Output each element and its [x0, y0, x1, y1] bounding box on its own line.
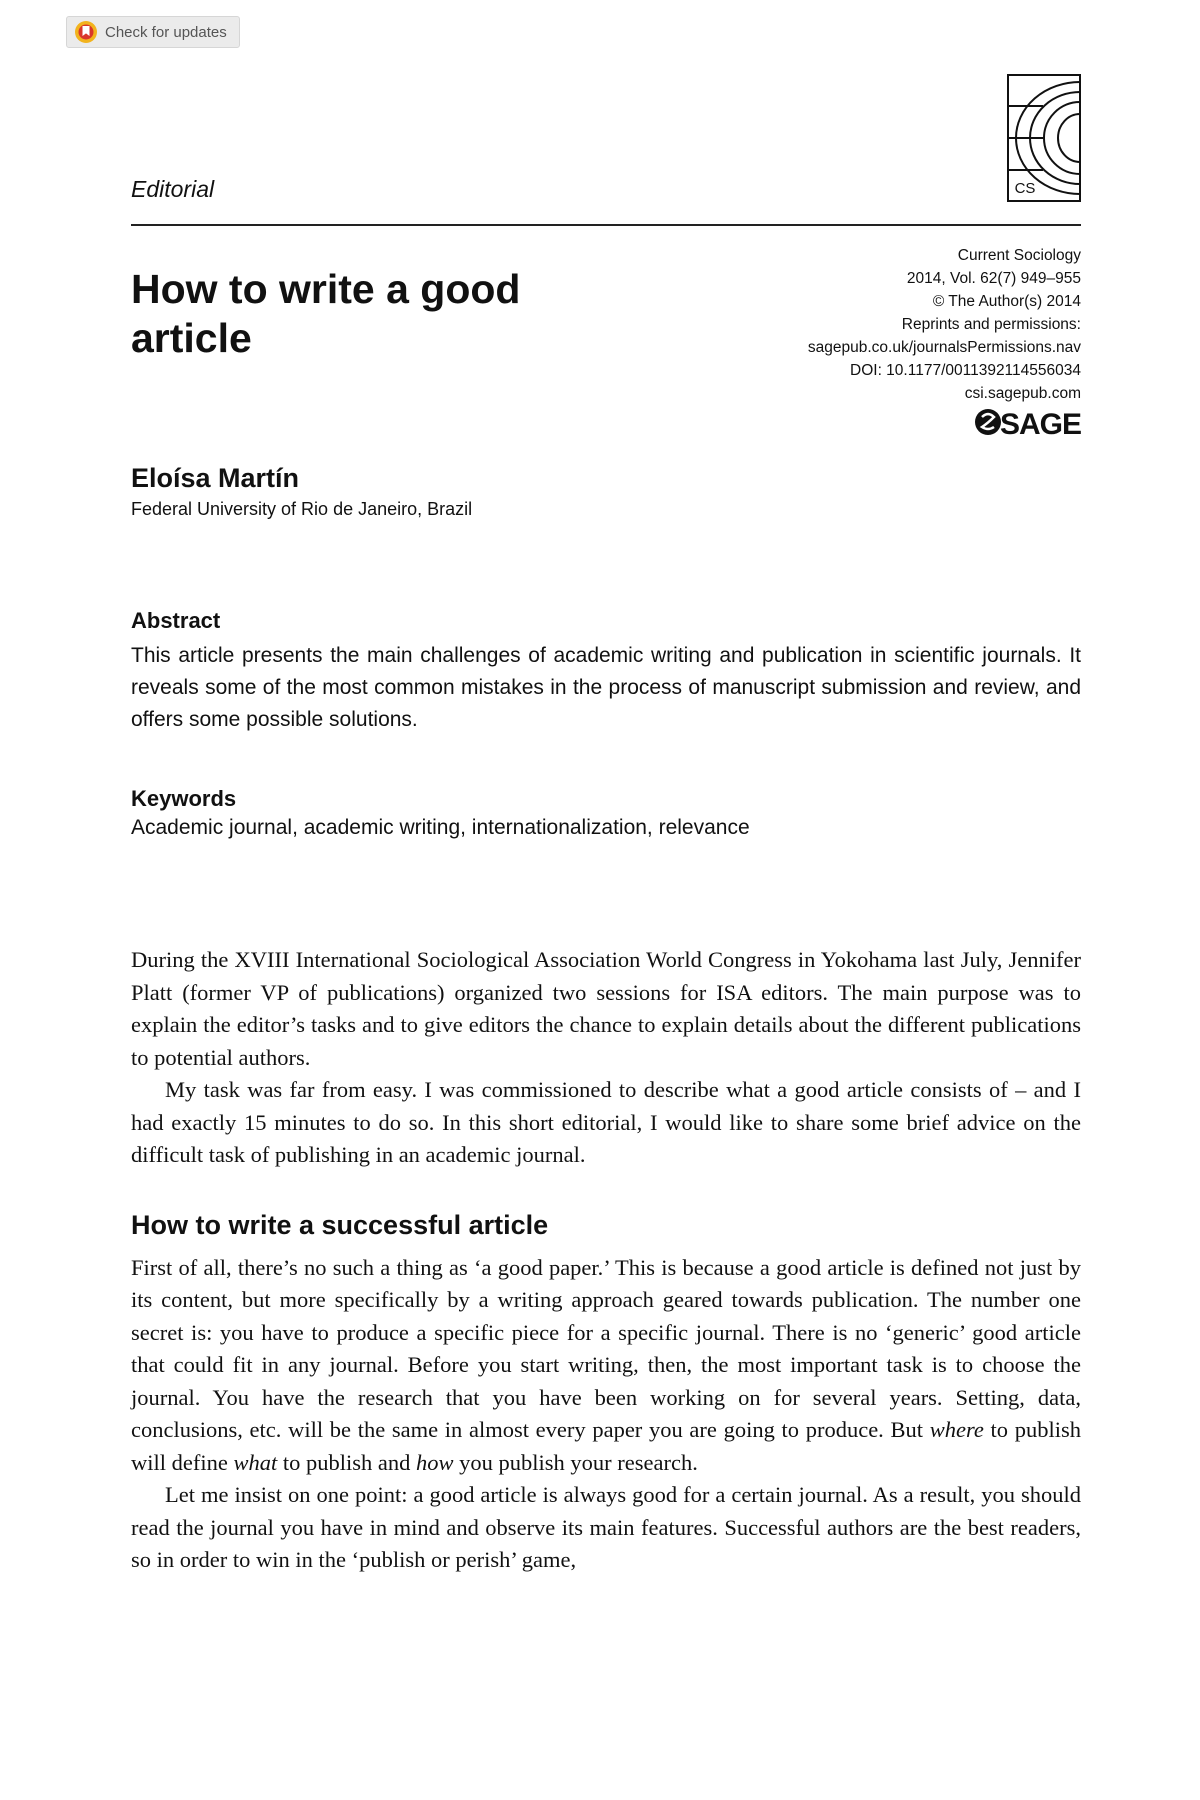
body-text: to publish and [277, 1449, 416, 1475]
body-paragraph [131, 1252, 1081, 1480]
copyright-notice: © The Author(s) 2014 [932, 293, 1081, 310]
body-paragraph: During the XVIII International Sociological Association World Congress in Yokohama last July, Jennifer Platt (former VP of publications) organized two sessions for ISA editors. The main purpose was to explain the editor’s tasks and to give editors the chance to explain details about the different publications to potential authors. [131, 947, 1081, 1070]
body-text: First of all, there’s no such a thing as ‘a good paper.’ This is because a good article is defined not just by its content, but more specifically by a writing approach geared towards publication. The number one secret is: you have to produce a specific piece for a specific journal. There is no ‘generic’ good article that could fit in any journal. Before you start writing, then, the most important task is to choose the journal. You have the research that you have been working on for several years. Setting, data, conclusions, etc. will be the same in almost every paper you are going to produce. But [131, 1254, 1081, 1442]
keywords-text: Academic journal, academic writing, internationalization, relevance [131, 816, 750, 839]
check-for-updates-label: Check for updates [105, 23, 227, 41]
article-body [131, 944, 1081, 1577]
author-affiliation: Federal University of Rio de Janeiro, Brazil [131, 499, 473, 519]
current-sociology-logo [1007, 74, 1081, 202]
author-name: Eloísa Martín [131, 463, 300, 493]
journal-logo-text: CS [1014, 180, 1036, 197]
abstract-heading: Abstract [131, 608, 221, 633]
reprints-label: Reprints and permissions: [901, 316, 1081, 333]
keywords-heading: Keywords [131, 786, 237, 811]
check-for-updates-icon [73, 19, 99, 45]
article-title: How to write a good article [131, 266, 521, 361]
journal-name: Current Sociology [957, 247, 1081, 264]
emphasis-text: what [233, 1449, 278, 1475]
journal-meta [808, 244, 1081, 405]
section-label: Editorial [131, 176, 215, 202]
journal-site-link[interactable]: csi.sagepub.com [964, 385, 1081, 402]
sage-logo [974, 405, 1081, 439]
emphasis-text: how [416, 1449, 454, 1475]
abstract-text: This article presents the main challenges of academic writing and publication in scientific journals. It reveals some of the most common mistakes in the process of manuscript submission and review, and offers some possible solutions. [131, 644, 1081, 731]
journal-volume: 2014, Vol. 62(7) 949–955 [906, 270, 1081, 287]
body-paragraph: My task was far from easy. I was commissioned to describe what a good article consists of – and I had exactly 15 minutes to do so. In this short editorial, I would like to share some brief advice on the difficult task of publishing in an academic journal. [131, 1077, 1081, 1167]
check-for-updates-button[interactable] [66, 16, 240, 48]
body-paragraph: Let me insist on one point: a good article is always good for a certain journal. As a result, you should read the journal you have in mind and observe its main features. Successful authors are the best readers, so in order to win in the ‘publish or perish’ game, [131, 1482, 1081, 1572]
header-rule [131, 224, 1081, 226]
body-text: to publish will define [131, 1417, 1081, 1475]
section-heading: How to write a successful article [131, 1209, 549, 1240]
emphasis-text: where [929, 1417, 984, 1442]
body-text: you publish your research. [453, 1449, 698, 1475]
doi-link[interactable]: DOI: 10.1177/0011392114556034 [850, 362, 1081, 379]
permissions-link[interactable]: sagepub.co.uk/journalsPermissions.nav [807, 339, 1081, 356]
sage-logo-text: SAGE [1000, 408, 1081, 439]
